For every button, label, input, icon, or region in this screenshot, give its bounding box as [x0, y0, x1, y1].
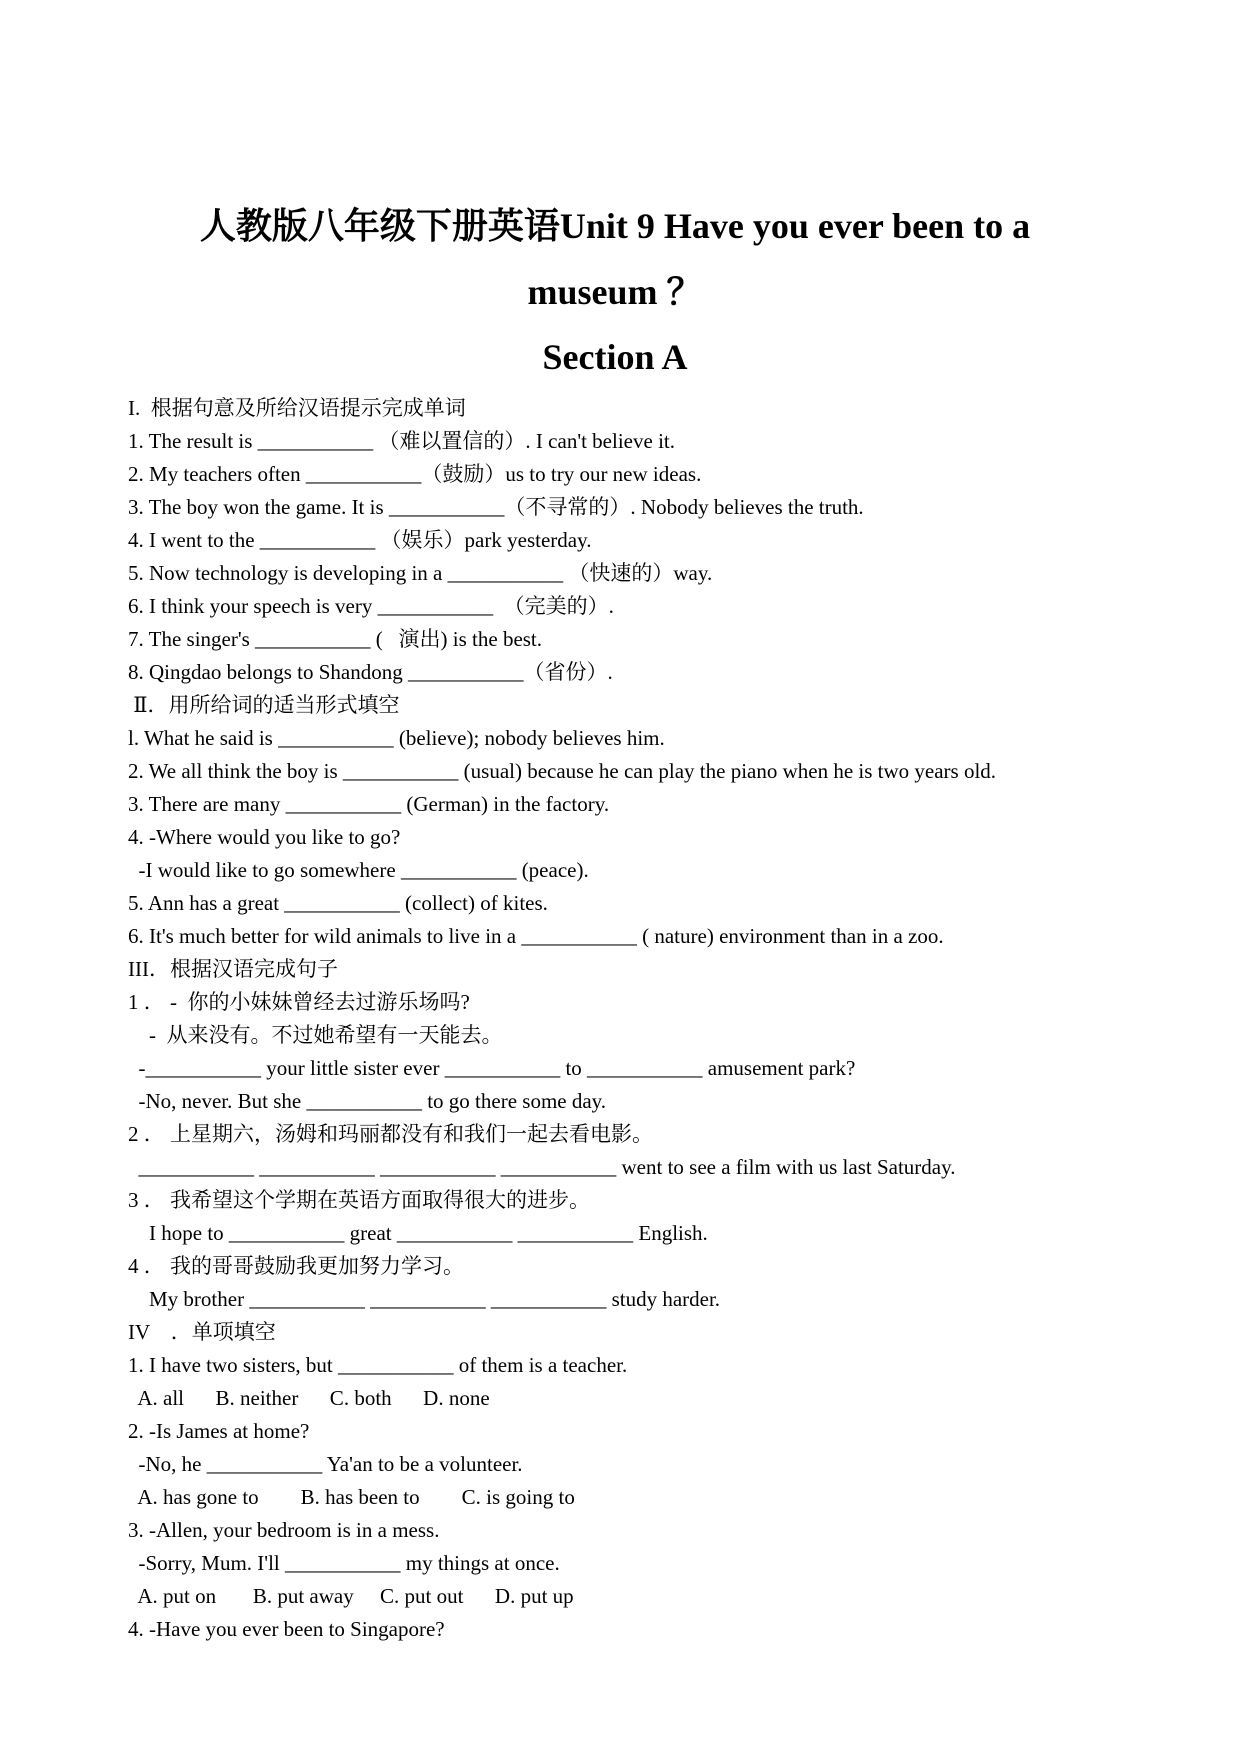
exercise-line: -I would like to go somewhere ___________ (peace).	[128, 858, 589, 882]
exercise-line: -No, never. But she ___________ to go there some day.	[128, 1089, 607, 1113]
exercise-line: 5. Now technology is developing in a ___________ （快速的）way.	[128, 561, 713, 585]
answer-options: A. put on B. put away C. put out D. put up	[128, 1584, 574, 1608]
exercise-line: 3. The boy won the game. It is ___________（不寻常的）. Nobody believes the truth.	[128, 495, 864, 519]
exercise-line: 2. -Is James at home?	[128, 1419, 310, 1443]
exercise-line: - 从来没有。不过她希望有一天能去。	[128, 1023, 503, 1047]
document-title-line-1: 人教版八年级下册英语Unit 9 Have you ever been to a	[199, 206, 1031, 246]
exercise-line: 5. Ann has a great ___________ (collect) of kites.	[128, 891, 548, 915]
exercise-line: 3. -Allen, your bedroom is in a mess.	[128, 1518, 440, 1542]
exercise-line: -No, he ___________ Ya'an to be a volunteer.	[128, 1452, 523, 1476]
part-2-heading: Ⅱ．用所给词的适当形式填空	[128, 693, 400, 717]
exercise-line: 4. -Have you ever been to Singapore?	[128, 1617, 445, 1641]
exercise-line: 1 ． - 你的小妹妹曾经去过游乐场吗?	[128, 990, 470, 1014]
exercise-line: My brother ___________ ___________ ___________ study harder.	[128, 1287, 721, 1311]
answer-options: A. has gone to B. has been to C. is going to	[128, 1485, 575, 1509]
exercise-line: 3. There are many ___________ (German) in the factory.	[128, 792, 610, 816]
exercise-line: 2. My teachers often ___________（鼓励）us to try our new ideas.	[128, 462, 702, 486]
document-title-line-2: museum ？	[527, 272, 703, 312]
exercise-line: 1. The result is ___________ （难以置信的）. I can't believe it.	[128, 429, 675, 453]
exercise-line: -Sorry, Mum. I'll ___________ my things at once.	[128, 1551, 560, 1575]
exercise-line: 2 ． 上星期六，汤姆和玛丽都没有和我们一起去看电影。	[128, 1122, 653, 1146]
exercise-line: 2. We all think the boy is ___________ (usual) because he can play the piano when he is two years old.	[128, 759, 997, 783]
exercise-line: 6. It's much better for wild animals to live in a ___________ ( nature) environment than in a zoo.	[128, 924, 944, 948]
exercise-line: ___________ ___________ ___________ ___________ went to see a film with us last Saturday.	[128, 1155, 956, 1179]
exercise-line: l. What he said is ___________ (believe); nobody believes him.	[128, 726, 665, 750]
exercise-line: 8. Qingdao belongs to Shandong ___________（省份）.	[128, 660, 613, 684]
exercise-line: 6. I think your speech is very ___________ （完美的）.	[128, 594, 614, 618]
part-1-heading: I. 根据句意及所给汉语提示完成单词	[128, 396, 466, 420]
exercise-line: 4. I went to the ___________ （娱乐）park yesterday.	[128, 528, 592, 552]
exercise-line: 1. I have two sisters, but ___________ of them is a teacher.	[128, 1353, 628, 1377]
section-heading: Section A	[542, 337, 688, 377]
part-4-heading: IV ．单项填空	[128, 1320, 276, 1344]
answer-options: A. all B. neither C. both D. none	[128, 1386, 490, 1410]
exercise-line: I hope to ___________ great ___________ ___________ English.	[128, 1221, 708, 1245]
exercise-line: 4 ． 我的哥哥鼓励我更加努力学习。	[128, 1254, 464, 1278]
exercise-line: 3 ． 我希望这个学期在英语方面取得很大的进步。	[128, 1188, 590, 1212]
exercise-line: 7. The singer's ___________ ( 演出) is the best.	[128, 627, 543, 651]
part-3-heading: III．根据汉语完成句子	[128, 957, 338, 981]
exercise-line: -___________ your little sister ever ___________ to ___________ amusement park?	[128, 1056, 856, 1080]
exercise-line: 4. -Where would you like to go?	[128, 825, 401, 849]
